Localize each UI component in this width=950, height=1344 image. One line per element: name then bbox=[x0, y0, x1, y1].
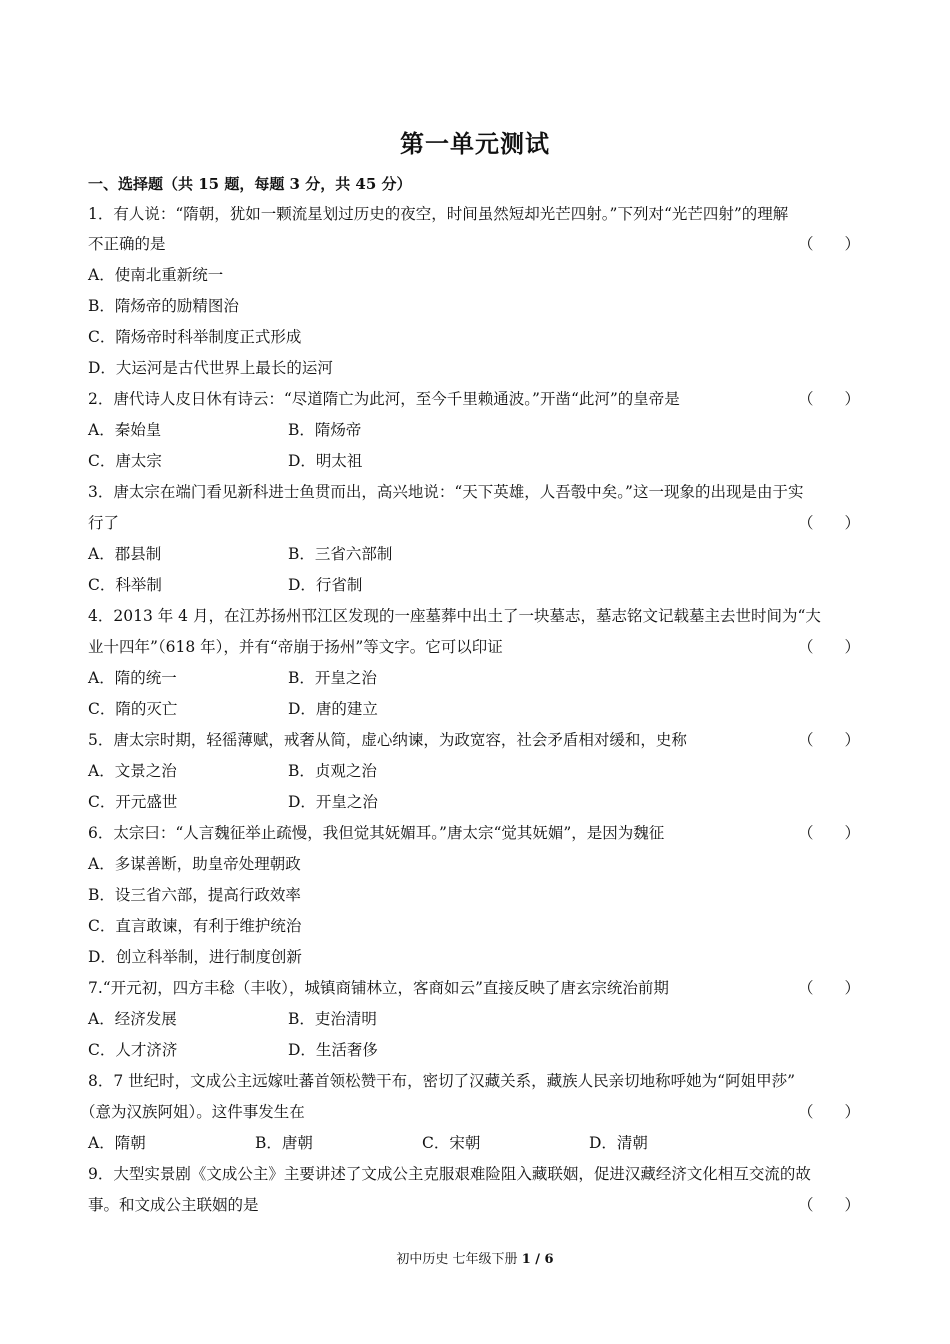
answer-blank: （ ） bbox=[798, 824, 861, 842]
question-7-option-c: C．人才济济 bbox=[88, 1041, 178, 1059]
question-8-option-d: D．清朝 bbox=[589, 1134, 648, 1152]
question-5-option-b: B．贞观之治 bbox=[288, 762, 377, 780]
question-1-stem-line-1: 1．有人说：“隋朝，犹如一颗流星划过历史的夜空，时间虽然短却光芒四射。”下列对“光芒四射”的理解 bbox=[88, 205, 789, 223]
question-4-option-b: B．开皇之治 bbox=[288, 669, 377, 687]
question-3-stem-line-2: 行了 bbox=[88, 514, 120, 532]
question-1-option-d: D．大运河是古代世界上最长的运河 bbox=[88, 359, 333, 377]
answer-blank: （ ） bbox=[798, 731, 861, 749]
question-6-option-a: A．多谋善断，助皇帝处理朝政 bbox=[88, 855, 301, 873]
question-4-option-a: A．隋的统一 bbox=[88, 669, 177, 687]
section-heading: 一、选择题（共 15 题，每题 3 分，共 45 分） bbox=[88, 175, 412, 193]
question-1-option-c: C．隋炀帝时科举制度正式形成 bbox=[88, 328, 302, 346]
footer-text: 初中历史 七年级下册 bbox=[396, 1252, 522, 1267]
question-2-option-c: C．唐太宗 bbox=[88, 452, 162, 470]
page-title: 第一单元测试 bbox=[400, 129, 550, 158]
question-6-stem: 6．太宗曰：“人言魏征举止疏慢，我但觉其妩媚耳。”唐太宗“觉其妩媚”，是因为魏征 bbox=[88, 824, 665, 842]
question-3-stem-line-1: 3．唐太宗在端门看见新科进士鱼贯而出，高兴地说：“天下英雄，人吾彀中矣。”这一现象的出现是由于实 bbox=[88, 483, 804, 501]
question-4-option-c: C．隋的灭亡 bbox=[88, 700, 178, 718]
question-8-stem-line-1: 8．7 世纪时，文成公主远嫁吐蕃首领松赞干布，密切了汉藏关系，藏族人民亲切地称呼她为“阿姐甲莎” bbox=[88, 1072, 796, 1090]
question-4-stem-line-2: 业十四年”（618 年），并有“帝崩于扬州”等文字。它可以印证 bbox=[88, 638, 503, 656]
question-9-stem-line-2: 事。和文成公主联姻的是 bbox=[88, 1196, 259, 1214]
question-9-stem-line-1: 9．大型实景剧《文成公主》主要讲述了文成公主克服艰难险阻入藏联姻，促进汉藏经济文化相互交流的故 bbox=[88, 1165, 811, 1183]
page-number: 1 / 6 bbox=[521, 1252, 554, 1267]
question-6-option-c: C．直言敢谏，有利于维护统治 bbox=[88, 917, 302, 935]
answer-blank: （ ） bbox=[798, 390, 861, 408]
question-2-option-d: D．明太祖 bbox=[288, 452, 363, 470]
answer-blank: （ ） bbox=[798, 638, 861, 656]
question-5-option-c: C．开元盛世 bbox=[88, 793, 178, 811]
question-1-option-b: B．隋炀帝的励精图治 bbox=[88, 297, 239, 315]
question-3-option-b: B．三省六部制 bbox=[288, 545, 393, 563]
answer-blank: （ ） bbox=[798, 979, 861, 997]
question-8-option-a: A．隋朝 bbox=[88, 1134, 146, 1152]
question-3-option-d: D．行省制 bbox=[288, 576, 363, 594]
question-1-stem-line-2: 不正确的是 bbox=[88, 235, 166, 253]
question-6-option-d: D．创立科举制，进行制度创新 bbox=[88, 948, 302, 966]
answer-blank: （ ） bbox=[798, 1103, 861, 1121]
question-1-option-a: A．使南北重新统一 bbox=[88, 266, 224, 284]
question-7-option-b: B．吏治清明 bbox=[288, 1010, 377, 1028]
question-5-option-d: D．开皇之治 bbox=[288, 793, 378, 811]
question-3-option-a: A．郡县制 bbox=[88, 545, 162, 563]
question-7-option-d: D．生活奢侈 bbox=[288, 1041, 378, 1059]
question-2-option-b: B．隋炀帝 bbox=[288, 421, 362, 439]
question-5-stem: 5．唐太宗时期，轻徭薄赋，戒奢从简，虚心纳谏，为政宽容，社会矛盾相对缓和，史称 bbox=[88, 731, 687, 749]
question-3-option-c: C．科举制 bbox=[88, 576, 162, 594]
answer-blank: （ ） bbox=[798, 1196, 861, 1214]
question-7-option-a: A．经济发展 bbox=[88, 1010, 177, 1028]
answer-blank: （ ） bbox=[798, 235, 861, 253]
page-footer bbox=[0, 1248, 950, 1267]
question-8-option-c: C．宋朝 bbox=[422, 1134, 481, 1152]
question-5-option-a: A．文景之治 bbox=[88, 762, 177, 780]
question-2-option-a: A．秦始皇 bbox=[88, 421, 162, 439]
question-4-option-d: D．唐的建立 bbox=[288, 700, 378, 718]
answer-blank: （ ） bbox=[798, 514, 861, 532]
question-2-stem: 2．唐代诗人皮日休有诗云：“尽道隋亡为此河，至今千里赖通波。”开凿“此河”的皇帝是 bbox=[88, 390, 680, 408]
question-8-option-b: B．唐朝 bbox=[255, 1134, 313, 1152]
question-8-stem-line-2: （意为汉族阿姐）。这件事发生在 bbox=[80, 1103, 305, 1121]
question-7-stem: 7.“开元初，四方丰稔（丰收），城镇商铺林立，客商如云”直接反映了唐玄宗统治前期 bbox=[88, 979, 669, 997]
question-4-stem-line-1: 4．2013 年 4 月，在江苏扬州邗江区发现的一座墓葬中出土了一块墓志，墓志铭文记载墓主去世时间为“大 bbox=[88, 607, 821, 625]
question-6-option-b: B．设三省六部，提高行政效率 bbox=[88, 886, 301, 904]
